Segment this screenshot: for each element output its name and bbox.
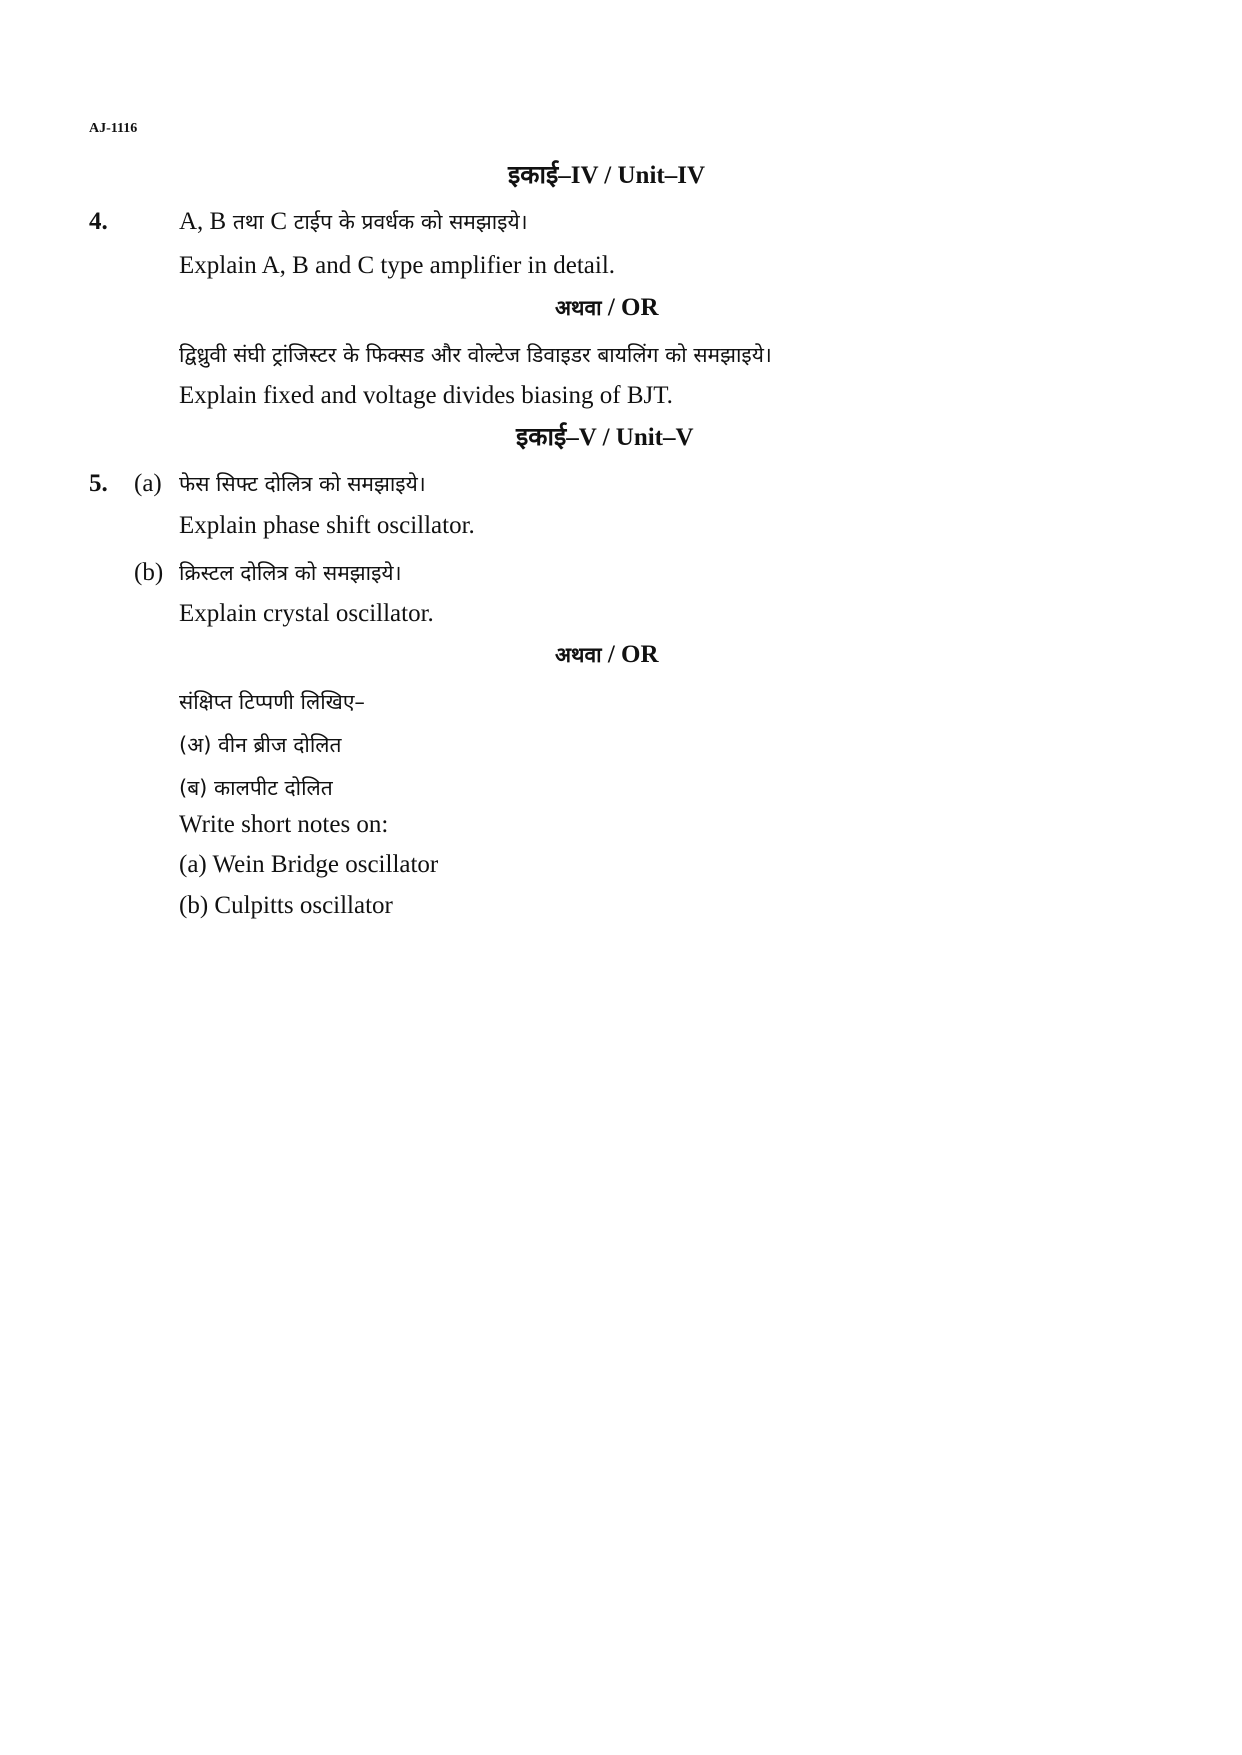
short-notes-a-hindi: (अ) वीन ब्रीज दोलित	[179, 733, 342, 757]
question-4-hindi-c: C	[270, 208, 288, 235]
short-notes-a-english: (a) Wein Bridge oscillator	[179, 851, 439, 878]
short-notes-hindi: संक्षिप्त टिप्पणी लिखिए–	[179, 690, 365, 714]
short-notes-b-hindi: (ब) कालपीट दोलित	[179, 776, 333, 800]
question-5a-hindi: फेस सिफ्ट दोलित्र को समझाइये।	[179, 472, 426, 496]
question-4-alt-hindi: द्विध्रुवी संघी ट्रांजिस्टर के फिक्सड और वोल्टेज डिवाइडर बायलिंग को समझाइये।	[179, 343, 772, 367]
or-english: / OR	[601, 294, 659, 321]
question-4-hindi-ab: A, B	[179, 208, 227, 235]
question-4-alt-english: Explain fixed and voltage divides biasing of BJT.	[179, 382, 673, 409]
unit-4-heading: इकाई–IV / Unit–IV	[508, 162, 706, 189]
question-4-english: Explain A, B and C type amplifier in detail.	[179, 252, 616, 279]
question-5b-hindi: क्रिस्टल दोलित्र को समझाइये।	[179, 561, 402, 585]
or-english: / OR	[601, 641, 659, 668]
question-5b-english: Explain crystal oscillator.	[179, 600, 434, 627]
or-hindi: अथवा	[555, 643, 602, 667]
short-notes-english: Write short notes on:	[179, 811, 389, 838]
or-divider-2	[555, 640, 659, 670]
question-4-hindi	[179, 207, 528, 237]
question-5a-label: (a)	[134, 470, 162, 497]
question-4-hindi-conj: तथा	[226, 210, 271, 234]
question-5b-label: (b)	[134, 559, 164, 586]
or-divider-1	[555, 293, 659, 323]
question-4-number: 4.	[89, 208, 108, 235]
or-hindi: अथवा	[555, 296, 602, 320]
paper-code: AJ-1116	[89, 121, 138, 136]
question-4-hindi-rest: टाईप के प्रवर्धक को समझाइये।	[287, 210, 528, 234]
short-notes-b-english: (b) Culpitts oscillator	[179, 892, 393, 919]
question-5a-english: Explain phase shift oscillator.	[179, 512, 475, 539]
question-5-number: 5.	[89, 470, 108, 497]
unit-5-heading: इकाई–V / Unit–V	[516, 424, 694, 451]
